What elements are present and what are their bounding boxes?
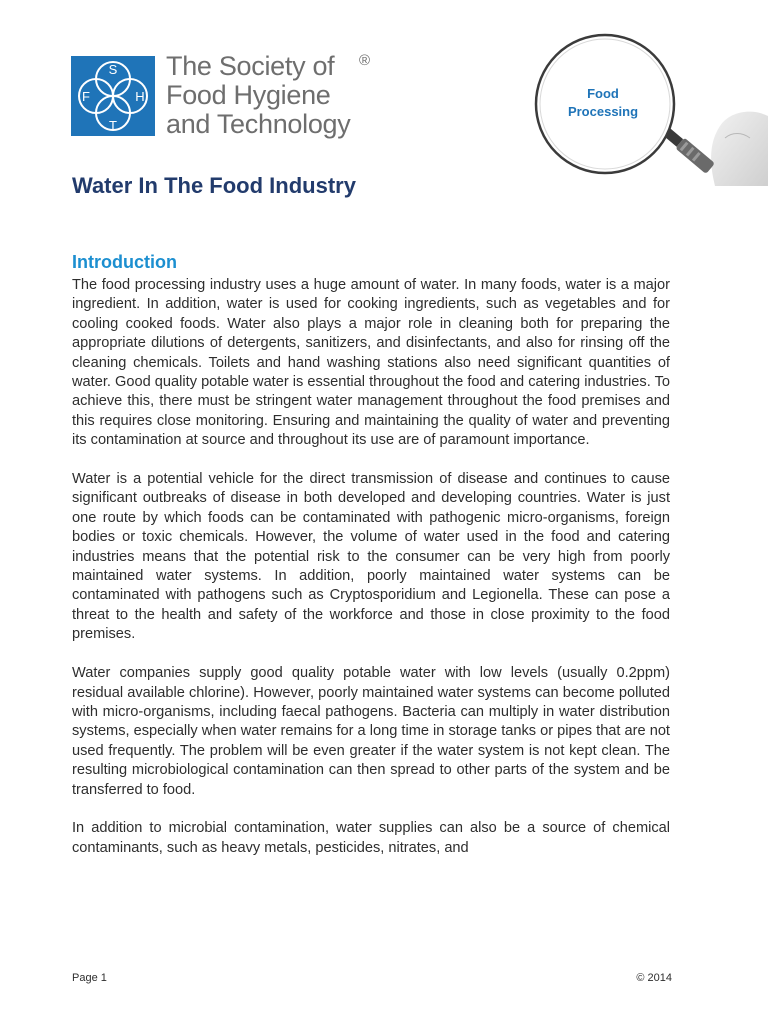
body-text (72, 276, 670, 878)
org-name-line-1: The Society of (166, 51, 335, 81)
logo-letter-f: F (82, 89, 90, 104)
organization-name (166, 52, 426, 139)
logo-rings-icon (71, 56, 155, 136)
paragraph-1: The food processing industry uses a huge amount of water. In many foods, water is a major ingredient. In addition, water is used for cooking ingredients, such as vegetables and for cooling cooked foods. Water also plays a major role in cleaning both for preparing the appropriate dilutions of detergents, sanitizers, and disinfectants, and also for rinsing off the cleaning chemicals. Toilets and hand washing stations also need significant quantities of water. Good quality potable water is essential throughout the food and catering industries. To achieve this, there must be stringent water management throughout the food premises and this requires close monitoring. Ensuring and maintaining the quality of water and preventing its contamination at source and throughout its use are of paramount importance. (72, 277, 670, 449)
badge-line-1: Food (587, 86, 619, 101)
badge-line-2: Processing (567, 104, 639, 119)
society-logo (71, 56, 155, 136)
logo-letter-h: H (135, 89, 145, 104)
registered-mark: ® (359, 52, 370, 69)
page-number: Page 1 (72, 972, 107, 984)
paragraph-2: Water is a potential vehicle for the direct transmission of disease and continues to cause significant outbreaks of disease in both developed and developing countries. Water is just one route by which foods can be contaminated with pathogenic micro-organisms, foreign bodies or toxic chemicals. However, the volume of water used in the food and catering industries means that the potential risk to the consumer can be very high from poorly maintained water systems. In addition, poorly maintained water systems can be contaminated with pathogens such as Cryptosporidium and Legionella. These can pose a threat to the health and safety of the workforce and those in close proximity to the food premises. (72, 471, 670, 643)
org-name-line-3: and Technology (166, 109, 351, 139)
logo-letter-t: T (109, 118, 117, 133)
page-footer (72, 972, 672, 988)
copyright: © 2014 (636, 972, 672, 984)
logo-letter-s: S (108, 62, 118, 77)
paragraph-3: Water companies supply good quality potable water with low levels (usually 0.2ppm) residual available chlorine). However, poorly maintained water systems can become polluted with micro-organisms, including faecal pathogens. Bacteria can multiply in water distribution systems, especially when water remains for a long time in storage tanks or pipes that are not used frequently. The problem will be even greater if the water system is not kept clean. The resulting microbiological contamination can then spread to other parts of the system and be transferred to food. (72, 665, 670, 798)
org-name-line-2: Food Hygiene (166, 80, 331, 110)
document-title: Water In The Food Industry (72, 173, 356, 198)
paragraph-4: In addition to microbial contamination, water supplies can also be a source of chemical contaminants, such as heavy metals, pesticides, nitrates, and (72, 820, 670, 856)
food-processing-badge (548, 85, 658, 121)
section-heading-introduction: Introduction (72, 252, 177, 272)
